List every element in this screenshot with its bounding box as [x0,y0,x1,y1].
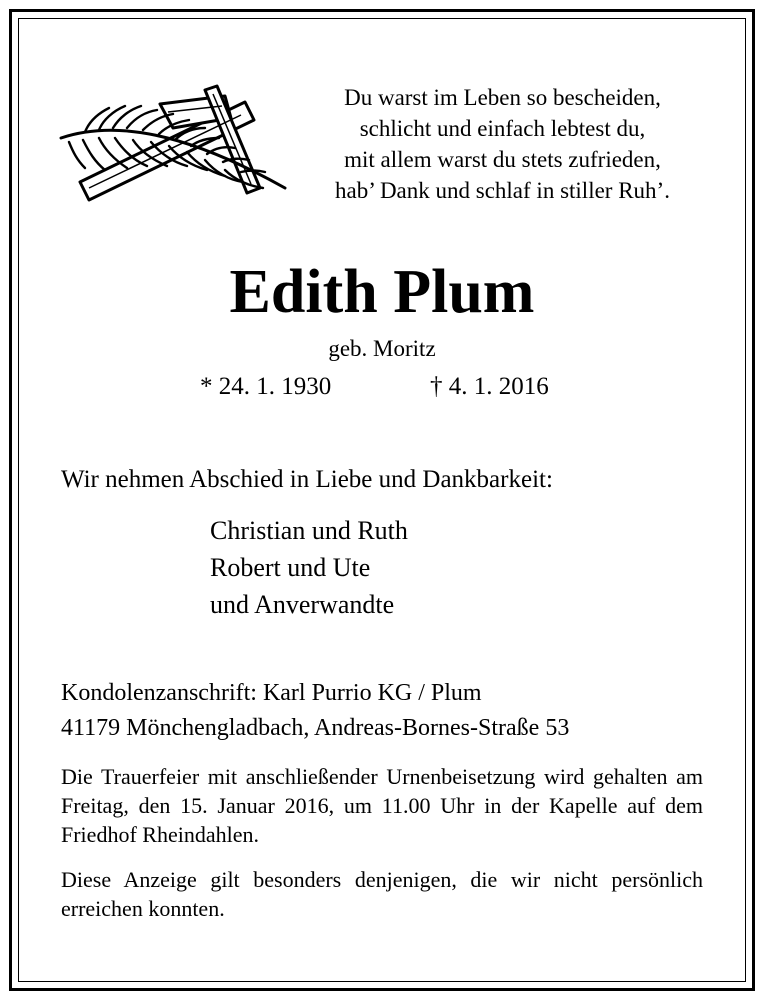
cross-with-palm-branch-icon [55,80,300,205]
condolence-address-line: 41179 Mönchengladbach, Andreas-Bornes-Straße 53 [61,715,570,741]
mourners-list [210,512,408,623]
birth-date: * 24. 1. 1930 [200,373,332,400]
poem-line: Du warst im Leben so bescheiden, [344,85,661,110]
maiden-name: geb. Moritz [328,336,436,361]
mourner-name: Christian und Ruth [210,516,408,545]
condolence-address [61,676,569,746]
deceased-name: Edith Plum [229,258,535,326]
poem-line: schlicht und einfach lebtest du, [359,116,646,141]
funeral-notice: Die Trauerfeier mit anschließender Urnenbeisetzung wird gehalten am Freitag, den 15. Januar 2016, um 11.00 Uhr in der Kapelle auf dem Friedhof Rheindahlen. [61,764,703,847]
mourner-name: Robert und Ute [210,553,371,582]
thanks-notice: Diese Anzeige gilt besonders denjenigen, die wir nicht persönlich erreichen konnten. [61,867,703,921]
mourner-name: und Anverwandte [210,590,395,619]
poem-line: mit allem warst du stets zufrieden, [344,147,661,172]
poem-line: hab’ Dank und schlaf in stiller Ruh’. [335,178,670,203]
memorial-poem [300,82,705,206]
condolence-address-line: Kondolenzanschrift: Karl Purrio KG / Plum [61,680,482,706]
death-date: † 4. 1. 2016 [430,373,549,400]
farewell-intro: Wir nehmen Abschied in Liebe und Dankbarkeit: [61,466,553,493]
